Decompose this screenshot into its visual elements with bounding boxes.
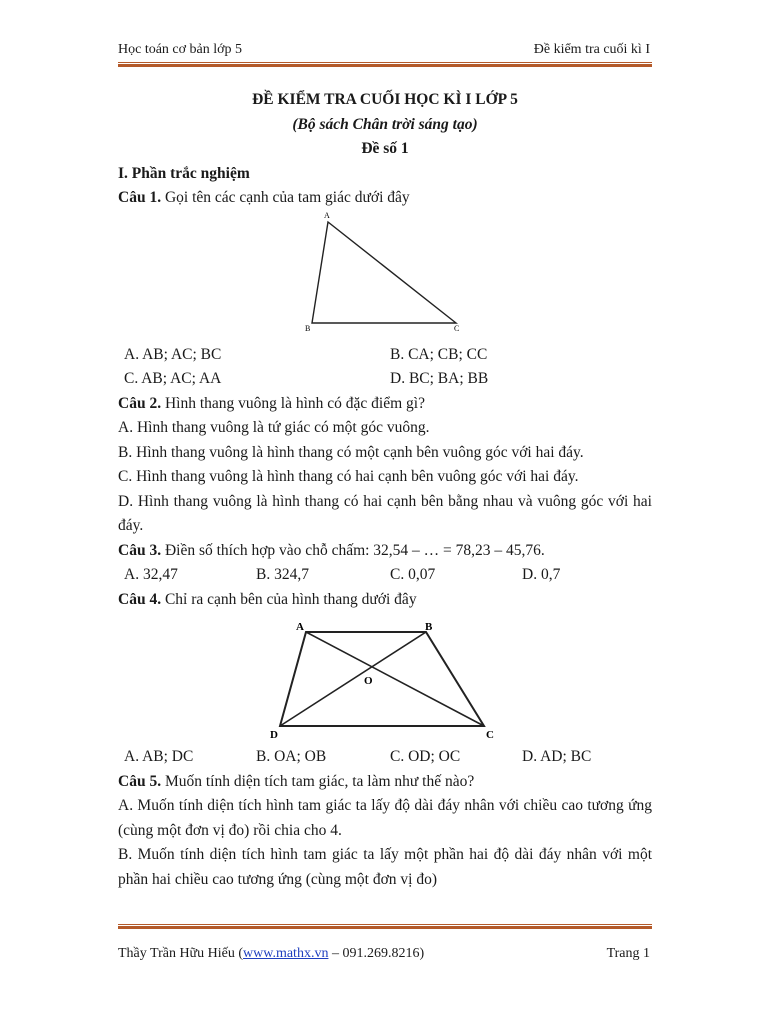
trapezoid-point-c: C <box>486 729 494 741</box>
question-1-option-b[interactable]: B. CA; CB; CC <box>390 345 488 363</box>
question-4 <box>118 588 652 613</box>
question-1-text: Gọi tên các cạnh của tam giác dưới đây <box>161 189 410 206</box>
exam-subtitle: (Bộ sách Chân trời sáng tạo) <box>292 115 478 133</box>
question-4-option-a[interactable]: A. AB; DC <box>124 748 194 765</box>
question-5-label: Câu 5. <box>118 772 162 790</box>
question-5-text: Muốn tính diện tích tam giác, ta làm như thế nào? <box>161 772 475 790</box>
question-3-option-a[interactable]: A. 32,47 <box>124 566 178 583</box>
question-5-option-b[interactable]: B. Muốn tính diện tích hình tam giác ta lấy một phần hai độ dài đáy nhân với một phần hai chiều cao tương ứng (cùng một đơn vị đo) <box>118 846 652 888</box>
triangle-figure <box>118 211 652 343</box>
header-left: Học toán cơ bản lớp 5 <box>118 42 243 57</box>
question-1-options-row-1 <box>118 343 652 368</box>
question-2-text: Hình thang vuông là hình có đặc điểm gì? <box>161 394 425 412</box>
question-2-option-a[interactable]: A. Hình thang vuông là tứ giác có một góc vuông. <box>118 419 430 436</box>
exam-number: Đề số 1 <box>361 140 409 157</box>
question-1-options-row-2 <box>118 367 652 392</box>
question-3-options <box>118 563 652 588</box>
footer-phone: – 091.269.8216) <box>328 946 425 961</box>
exam-title: ĐỀ KIỂM TRA CUỐI HỌC KÌ I LỚP 5 <box>252 91 518 108</box>
question-3-text: Điền số thích hợp vào chỗ chấm: 32,54 – … = 78,23 – 45,76. <box>161 541 545 559</box>
trapezoid-figure <box>118 612 652 745</box>
question-1-option-c[interactable]: C. AB; AC; AA <box>124 370 222 387</box>
question-1 <box>118 186 652 211</box>
question-4-text: Chỉ ra cạnh bên của hình thang dưới đây <box>161 590 417 608</box>
question-4-option-b[interactable]: B. OA; OB <box>256 748 327 765</box>
question-1-option-d[interactable]: D. BC; BA; BB <box>390 370 489 387</box>
question-3 <box>118 539 652 564</box>
footer-author: Thầy Trần Hữu Hiếu ( <box>118 946 244 961</box>
page-number: Trang 1 <box>606 946 650 961</box>
trapezoid-point-o: O <box>364 675 373 687</box>
triangle-point-a: A <box>324 210 330 220</box>
header-rule <box>118 62 652 67</box>
section-heading: I. Phần trắc nghiệm <box>118 164 250 182</box>
question-3-option-c[interactable]: C. 0,07 <box>390 566 436 583</box>
question-2-option-d[interactable]: D. Hình thang vuông là hình thang có hai cạnh bên bằng nhau và vuông góc với hai đáy. <box>118 492 652 534</box>
question-3-label: Câu 3. <box>118 541 162 559</box>
question-1-label: Câu 1. <box>118 189 162 206</box>
question-3-option-d[interactable]: D. 0,7 <box>522 566 561 583</box>
exam-content <box>118 88 652 892</box>
question-4-option-c[interactable]: C. OD; OC <box>390 748 461 765</box>
header-right: Đề kiểm tra cuối kì I <box>533 42 650 57</box>
question-2-label: Câu 2. <box>118 394 162 412</box>
page-footer <box>118 946 650 962</box>
question-5 <box>118 770 652 795</box>
question-4-option-d[interactable]: D. AD; BC <box>522 748 592 765</box>
triangle-point-b: B <box>305 323 311 333</box>
triangle-point-c: C <box>454 323 460 333</box>
footer-website-link[interactable]: www.mathx.vn <box>243 946 329 961</box>
trapezoid-point-a: A <box>296 621 304 633</box>
question-2-option-c[interactable]: C. Hình thang vuông là hình thang có hai cạnh bên vuông góc với hai đáy. <box>118 468 579 485</box>
question-2 <box>118 392 652 417</box>
trapezoid-diagram <box>118 612 652 745</box>
question-4-label: Câu 4. <box>118 590 162 608</box>
question-3-option-b[interactable]: B. 324,7 <box>256 566 309 583</box>
triangle-diagram <box>118 211 652 343</box>
question-1-option-a[interactable]: A. AB; AC; BC <box>124 345 222 363</box>
question-5-option-a[interactable]: A. Muốn tính diện tích hình tam giác ta lấy độ dài đáy nhân với chiều cao tương ứng (cùng một đơn vị đo) rồi chia cho 4. <box>118 797 652 839</box>
question-2-option-b[interactable]: B. Hình thang vuông là hình thang có một cạnh bên vuông góc với hai đáy. <box>118 443 584 461</box>
question-4-options <box>118 745 652 770</box>
trapezoid-point-b: B <box>425 621 433 633</box>
trapezoid-point-d: D <box>270 729 278 741</box>
footer-rule <box>118 924 652 929</box>
